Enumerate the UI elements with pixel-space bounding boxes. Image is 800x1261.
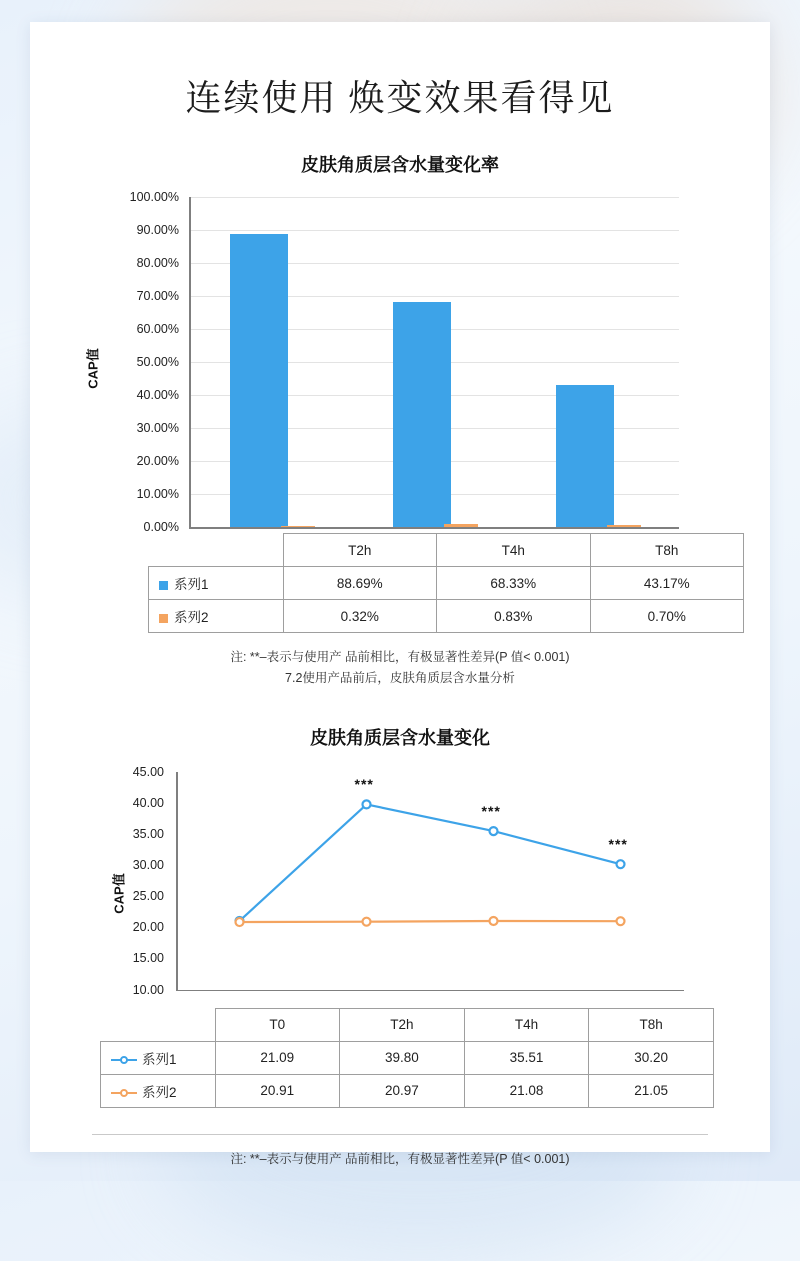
chart1-cat-2: T8h <box>590 534 744 567</box>
y-tick-label: 80.00% <box>136 256 179 270</box>
legend-line-blue <box>111 1055 137 1065</box>
page-title: 连续使用 焕变效果看得见 <box>185 78 615 118</box>
chart1-plot-area <box>189 197 679 527</box>
chart1-title: 皮肤角质层含水量变化率 <box>301 155 499 175</box>
y-tick-label: 10.00 <box>132 982 164 997</box>
y-tick-label: 35.00 <box>132 826 164 841</box>
y-tick-label: 10.00% <box>136 487 179 501</box>
y-tick-label: 20.00% <box>136 454 179 468</box>
y-tick-label: 15.00 <box>132 951 164 966</box>
chart2-series1-label: 系列1 <box>101 1041 216 1074</box>
chart1-note: 注: **–表示与使用产 品前相比，有极显著性差异(P 值< 0.001) 7.2使用产品前后，皮肤角质层含水量分析 <box>230 650 570 686</box>
y-tick-label: 45.00 <box>132 764 164 779</box>
chart2-plot-area <box>176 772 684 990</box>
bar-系列2-T8h <box>607 525 641 527</box>
y-tick-label: 30.00 <box>132 857 164 872</box>
chart2-series2-label: 系列2 <box>101 1074 216 1107</box>
chart2-cat-2: T4h <box>464 1008 589 1041</box>
bar-chart <box>74 189 714 549</box>
y-tick-label: 0.00% <box>143 520 179 534</box>
chart1-s2-v0: 0.32% <box>283 600 437 633</box>
chart2-s2-v1: 20.97 <box>340 1074 465 1107</box>
chart2-s1-v0: 21.09 <box>215 1041 340 1074</box>
content-card <box>30 22 770 1166</box>
bar-系列2-T2h <box>281 526 315 528</box>
chart1-s1-v2: 43.17% <box>590 567 744 600</box>
y-tick-label: 70.00% <box>136 289 179 303</box>
chart2-cat-3: T8h <box>589 1008 714 1041</box>
chart1-cat-1: T4h <box>437 534 591 567</box>
chart1-y-axis-label: CAP值 <box>85 348 101 389</box>
section-divider <box>92 1134 708 1135</box>
chart1-s2-v1: 0.83% <box>437 600 591 633</box>
y-tick-label: 25.00 <box>132 889 164 904</box>
table-row <box>149 567 744 600</box>
table-row <box>101 1074 714 1107</box>
y-tick-label: 40.00 <box>132 795 164 810</box>
y-axis-line <box>189 197 191 527</box>
y-tick-label: 30.00% <box>136 421 179 435</box>
legend-swatch-orange <box>159 614 168 623</box>
chart1-series2-label: 系列2 <box>149 600 284 633</box>
chart1-cat-0: T2h <box>283 534 437 567</box>
chart2-s1-v1: 39.80 <box>340 1041 465 1074</box>
chart2-s1-v2: 35.51 <box>464 1041 589 1074</box>
chart2-data-table <box>100 1008 714 1108</box>
table-row <box>149 600 744 633</box>
chart1-series1-label: 系列1 <box>149 567 284 600</box>
bar-系列2-T4h <box>444 524 478 527</box>
chart2-cat-0: T0 <box>215 1008 340 1041</box>
y-tick-label: 50.00% <box>136 355 179 369</box>
bar-系列1-T2h <box>230 234 288 527</box>
legend-swatch-blue <box>159 581 168 590</box>
significance-annotation: *** <box>354 775 374 792</box>
chart2-s2-v2: 21.08 <box>464 1074 589 1107</box>
legend-line-orange <box>111 1088 137 1098</box>
y-tick-label: 20.00 <box>132 920 164 935</box>
chart1-s1-v0: 88.69% <box>283 567 437 600</box>
y-tick-label: 40.00% <box>136 388 179 402</box>
x-axis-line <box>189 527 679 529</box>
bar-系列1-T8h <box>556 385 614 527</box>
y-tick-label: 100.00% <box>129 190 179 204</box>
chart2-s1-v3: 30.20 <box>589 1041 714 1074</box>
bar-系列1-T4h <box>393 302 451 527</box>
chart2-y-axis-label: CAP值 <box>111 872 127 914</box>
gridline <box>189 230 679 231</box>
line-chart <box>74 764 714 1014</box>
chart2-s2-v3: 21.05 <box>589 1074 714 1107</box>
chart2-s2-v0: 20.91 <box>215 1074 340 1107</box>
line-series-svg <box>176 772 684 992</box>
y-tick-label: 90.00% <box>136 223 179 237</box>
y-tick-label: 60.00% <box>136 322 179 336</box>
table-row <box>101 1041 714 1074</box>
chart2-title: 皮肤角质层含水量变化 <box>310 727 490 748</box>
chart2-note: 注: **–表示与使用产 品前相比，有极显著性差异(P 值< 0.001) <box>230 1151 570 1166</box>
chart1-s1-v1: 68.33% <box>437 567 591 600</box>
significance-annotation: *** <box>481 802 501 819</box>
significance-annotation: *** <box>608 835 628 852</box>
gridline <box>189 197 679 198</box>
chart1-s2-v2: 0.70% <box>590 600 744 633</box>
chart2-cat-1: T2h <box>340 1008 465 1041</box>
